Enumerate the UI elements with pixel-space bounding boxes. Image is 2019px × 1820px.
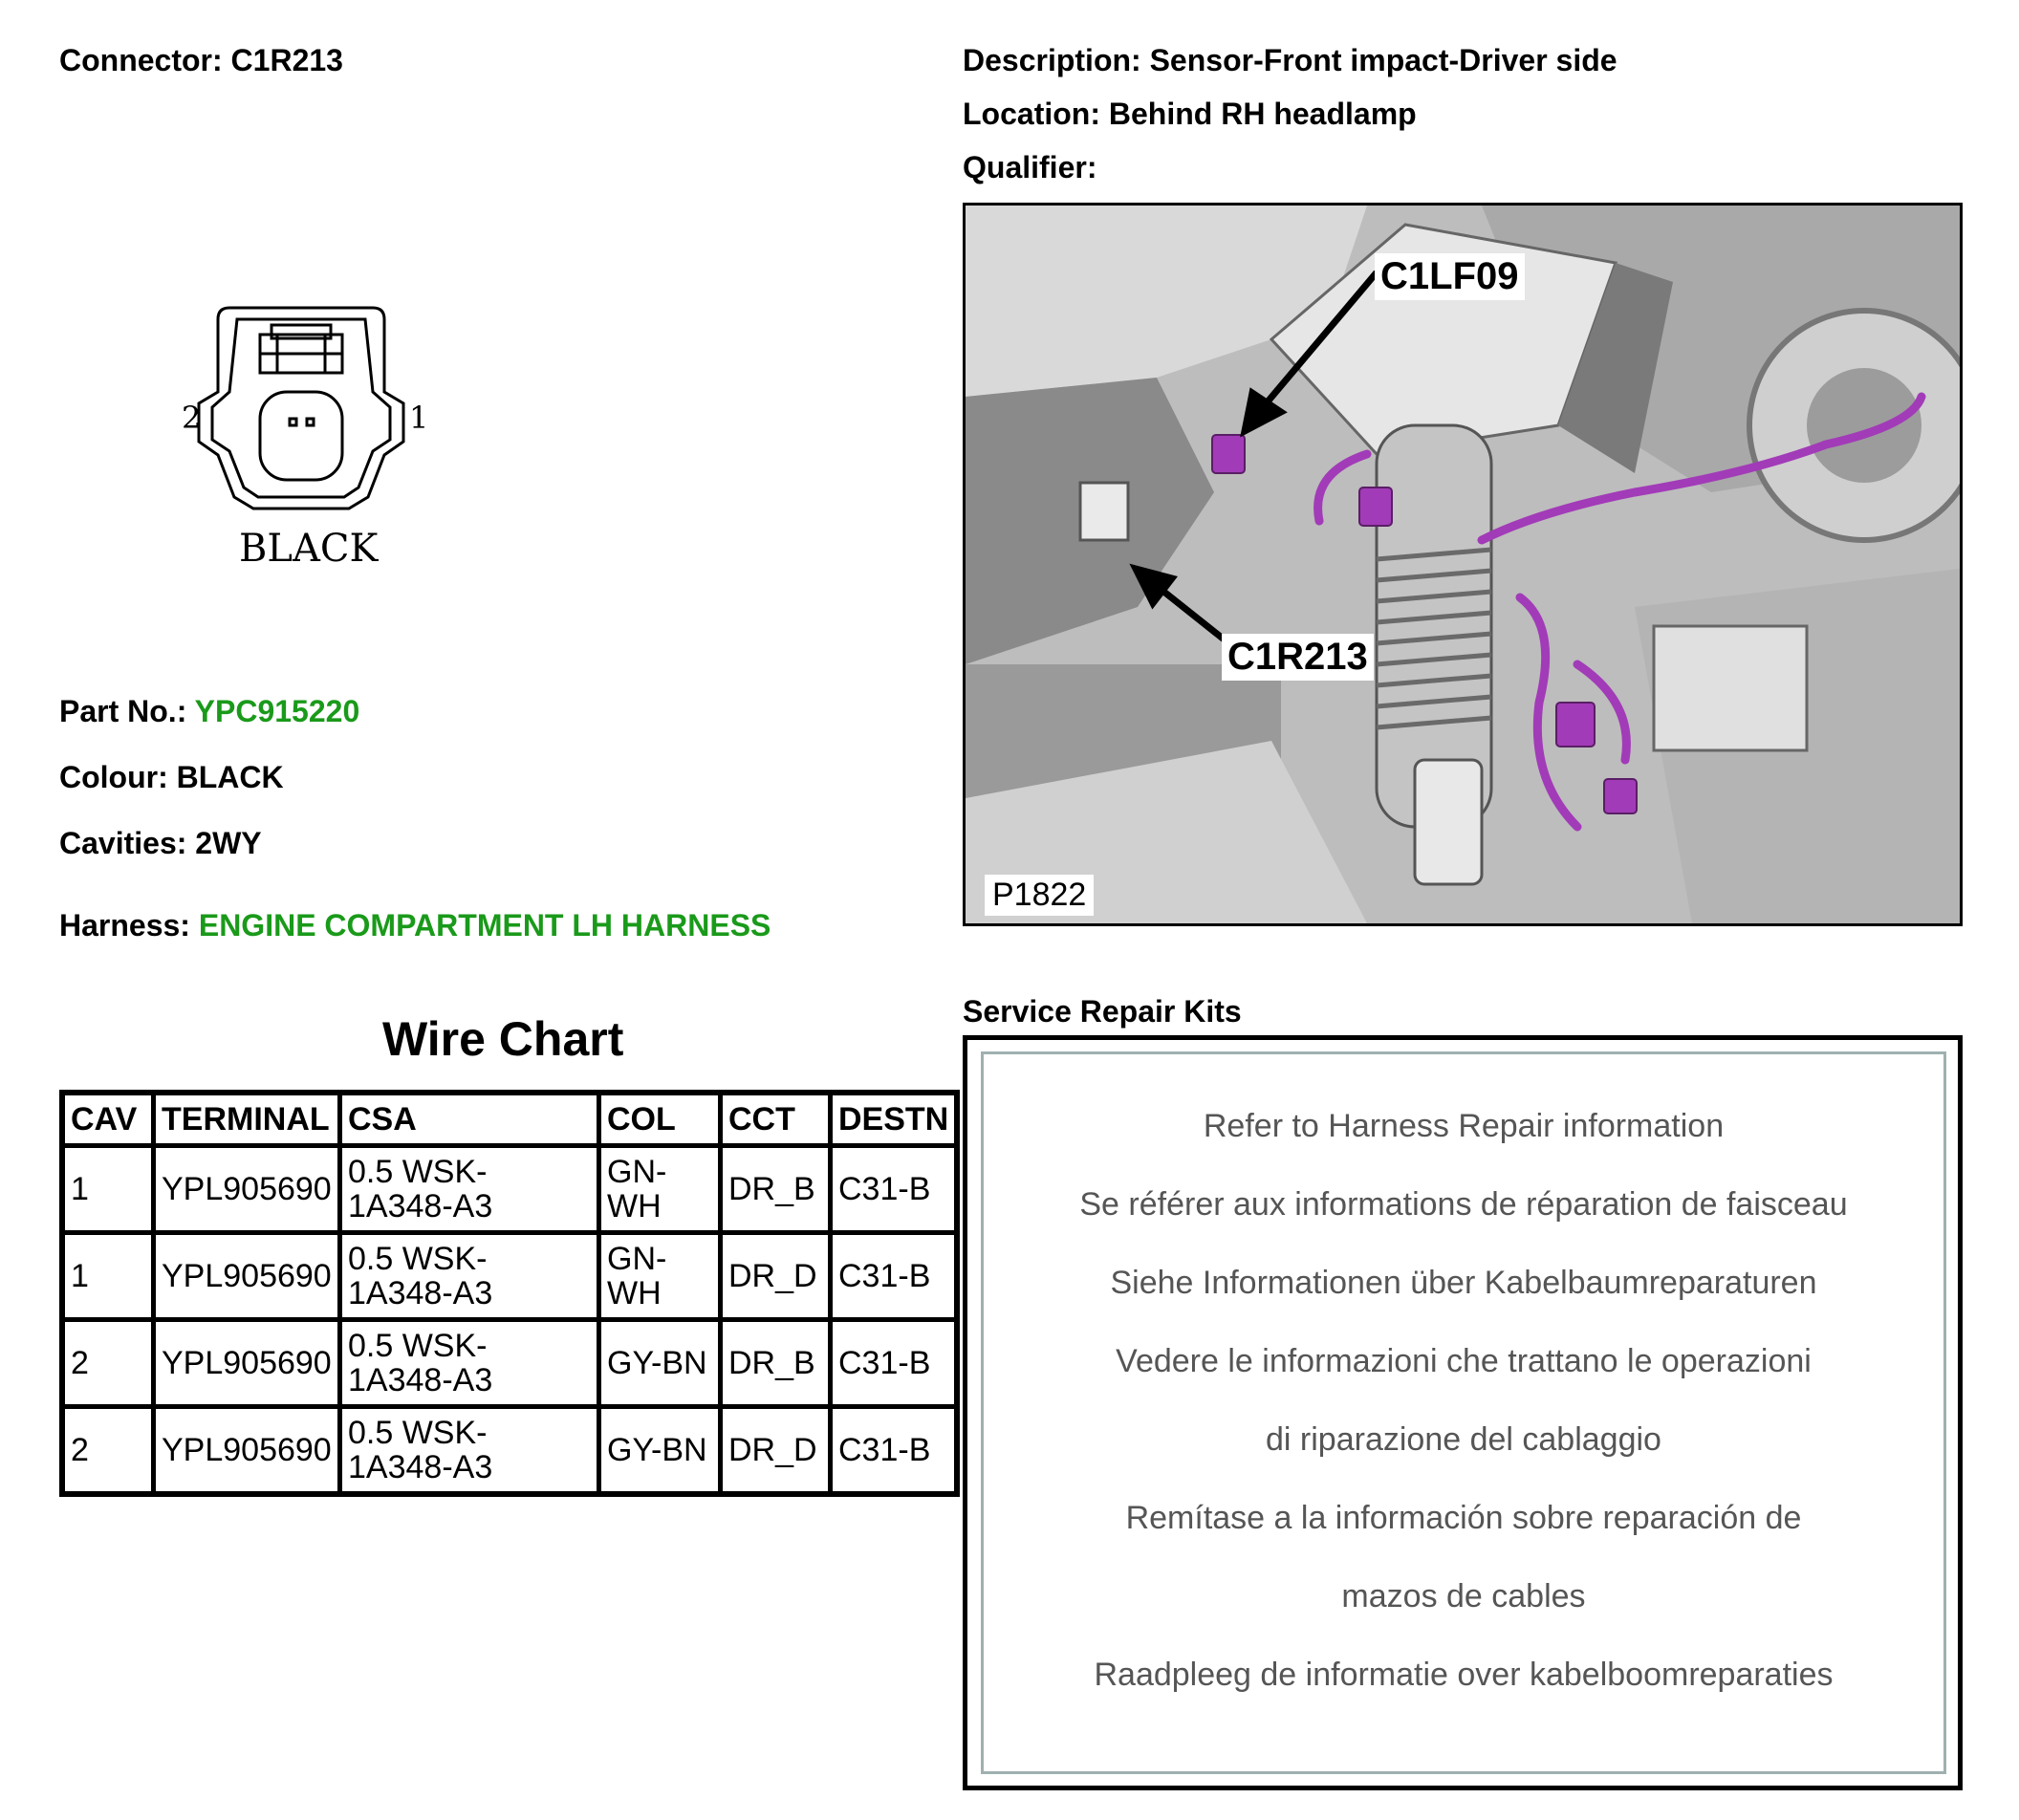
wire-chart-table <box>59 1090 960 1497</box>
col-header: TERMINAL <box>154 1093 340 1146</box>
part-number-link[interactable]: YPC915220 <box>194 694 360 728</box>
wire-chart-title: Wire Chart <box>382 1012 624 1066</box>
service-text-line: Raadpleeg de informatie over kabelboomreparaties <box>1094 1657 1834 1693</box>
table-cell: 0.5 WSK-1A348-A3 <box>340 1233 599 1320</box>
table-cell: C31-B <box>831 1320 958 1407</box>
service-repair-kits-box <box>963 1035 1963 1790</box>
table-cell: DR_B <box>721 1146 831 1233</box>
wire-chart-header-row <box>62 1093 957 1146</box>
service-text-line: Remítase a la información sobre reparación de <box>1125 1500 1802 1536</box>
table-row <box>62 1320 957 1407</box>
table-cell: DR_D <box>721 1407 831 1495</box>
col-header: DESTN <box>831 1093 958 1146</box>
service-text-line: Se référer aux informations de réparation de faisceau <box>1079 1186 1848 1223</box>
col-header: CSA <box>340 1093 599 1146</box>
connector-diagram <box>172 296 430 574</box>
table-cell: DR_B <box>721 1320 831 1407</box>
table-cell: DR_D <box>721 1233 831 1320</box>
connector-inner-outline <box>212 319 390 497</box>
diagram-colour-label: BLACK <box>239 527 379 571</box>
harness-field: Harness: ENGINE COMPARTMENT LH HARNESS <box>59 908 771 942</box>
location-image <box>963 203 1963 926</box>
connector-value: C1R213 <box>230 43 343 77</box>
service-repair-kits-title: Service Repair Kits <box>963 994 1242 1029</box>
callout-c1r213: C1R213 <box>1222 634 1374 681</box>
table-cell: GN-WH <box>599 1233 721 1320</box>
table-cell: 2 <box>62 1320 154 1407</box>
col-header: CAV <box>62 1093 154 1146</box>
description-field: Description: Sensor-Front impact-Driver side <box>963 43 1617 77</box>
table-cell: YPL905690 <box>154 1146 340 1233</box>
table-cell: C31-B <box>831 1233 958 1320</box>
colour-field: Colour: BLACK <box>59 760 284 794</box>
table-cell: 2 <box>62 1407 154 1495</box>
pin-1-label: 1 <box>409 400 429 436</box>
cavities-field: Cavities: 2WY <box>59 826 262 860</box>
part-field: Part No.: YPC915220 <box>59 694 360 728</box>
service-text-line: Vedere le informazioni che trattano le operazioni <box>1116 1343 1812 1379</box>
col-header: CCT <box>721 1093 831 1146</box>
harness-link[interactable]: ENGINE COMPARTMENT LH HARNESS <box>198 908 771 942</box>
table-cell: C31-B <box>831 1407 958 1495</box>
table-cell: GN-WH <box>599 1146 721 1233</box>
connector-field <box>59 43 343 78</box>
table-cell: YPL905690 <box>154 1320 340 1407</box>
service-text-line: di riparazione del cablaggio <box>1266 1421 1661 1458</box>
table-row <box>62 1146 957 1233</box>
table-cell: 1 <box>62 1146 154 1233</box>
col-header: COL <box>599 1093 721 1146</box>
table-row <box>62 1407 957 1495</box>
connector-face <box>260 392 342 480</box>
callout-c1lf09: C1LF09 <box>1375 253 1525 300</box>
service-text-line: mazos de cables <box>1341 1578 1586 1614</box>
table-row <box>62 1233 957 1320</box>
table-cell: 0.5 WSK-1A348-A3 <box>340 1320 599 1407</box>
table-cell: GY-BN <box>599 1320 721 1407</box>
table-cell: 0.5 WSK-1A348-A3 <box>340 1146 599 1233</box>
table-cell: YPL905690 <box>154 1233 340 1320</box>
image-id-label: P1822 <box>985 875 1094 916</box>
qualifier-field: Qualifier: <box>963 150 1097 184</box>
table-cell: 0.5 WSK-1A348-A3 <box>340 1407 599 1495</box>
table-cell: C31-B <box>831 1146 958 1233</box>
intake-hose <box>1377 425 1491 884</box>
service-text-line: Refer to Harness Repair information <box>1203 1108 1725 1144</box>
location-field: Location: Behind RH headlamp <box>963 97 1417 131</box>
pin-2-label: 2 <box>182 400 202 436</box>
service-text-line: Siehe Informationen über Kabelbaumreparaturen <box>1110 1265 1817 1301</box>
table-cell: YPL905690 <box>154 1407 340 1495</box>
table-cell: 1 <box>62 1233 154 1320</box>
table-cell: GY-BN <box>599 1407 721 1495</box>
connector-label: Connector: <box>59 43 223 77</box>
